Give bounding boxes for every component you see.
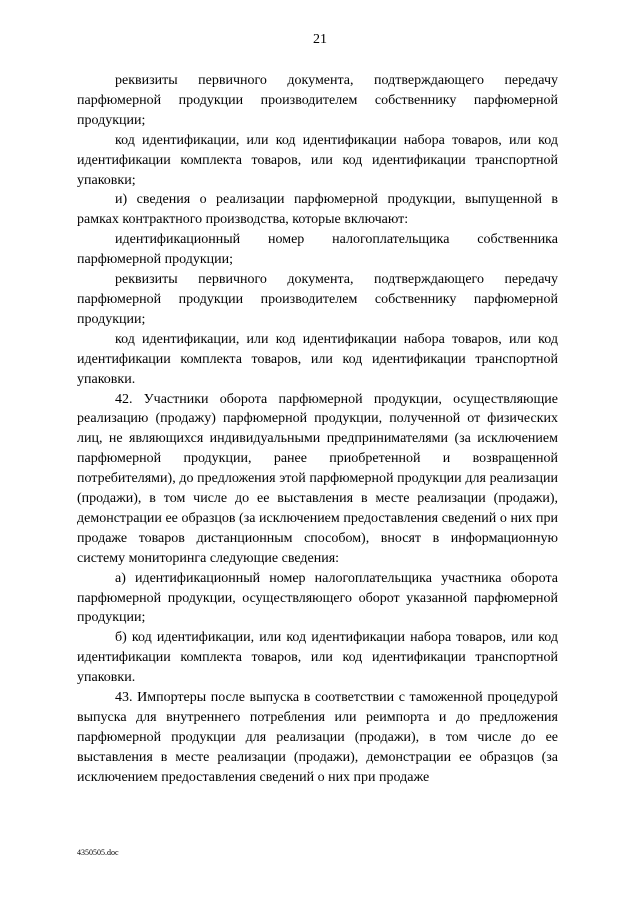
paragraph: код идентификации, или код идентификации набора товаров, или код идентификации комплекта товаров, или код идентификации транспортной упаковки; (77, 132, 558, 188)
document-body (77, 71, 558, 788)
paragraph: идентификационный номер налогоплательщика собственника парфюмерной продукции; (77, 232, 558, 268)
paragraph-item-42: 42. Участники оборота парфюмерной продукции, осуществляющие реализацию (продажу) парфюмерной продукции, полученной от физических лиц, не являющихся индивидуальными предпринимателями (за исключением парфюмерной продукции, ранее приобретенной и возвращенной потребителями), до предложения этой парфюмерной продукции для реализации (продажи), в том числе до ее выставления в месте реализации (продажи), демонстрации ее образцов (за исключением предоставления сведений о них при продаже товаров дистанционным способом), вносят в информационную систему мониторинга следующие сведения: (77, 391, 558, 566)
paragraph-item-43: 43. Импортеры после выпуска в соответствии с таможенной процедурой выпуска для внутреннего потребления или реимпорта и до предложения парфюмерной продукции для реализации (продажи), в том числе до ее выставления в месте реализации (продажи), демонстрации ее образцов (за исключением предоставления сведений о них при продаже (77, 690, 558, 785)
paragraph: код идентификации, или код идентификации набора товаров, или код идентификации комплекта товаров, или код идентификации транспортной упаковки. (77, 331, 558, 387)
paragraph: реквизиты первичного документа, подтверждающего передачу парфюмерной продукции производителем собственнику парфюмерной продукции; (77, 272, 558, 327)
paragraph: б) код идентификации, или код идентификации набора товаров, или код идентификации комплекта товаров, или код идентификации транспортной упаковки. (77, 630, 558, 686)
page-number: 21 (313, 32, 327, 47)
paragraph: и) сведения о реализации парфюмерной продукции, выпущенной в рамках контрактного производства, которые включают: (77, 192, 558, 228)
file-code: 4350505.doc (77, 848, 119, 857)
paragraph: реквизиты первичного документа, подтверждающего передачу парфюмерной продукции производителем собственнику парфюмерной продукции; (77, 73, 558, 128)
paragraph: а) идентификационный номер налогоплательщика участника оборота парфюмерной продукции, осуществляющего оборот указанной парфюмерной продукции; (77, 570, 558, 626)
